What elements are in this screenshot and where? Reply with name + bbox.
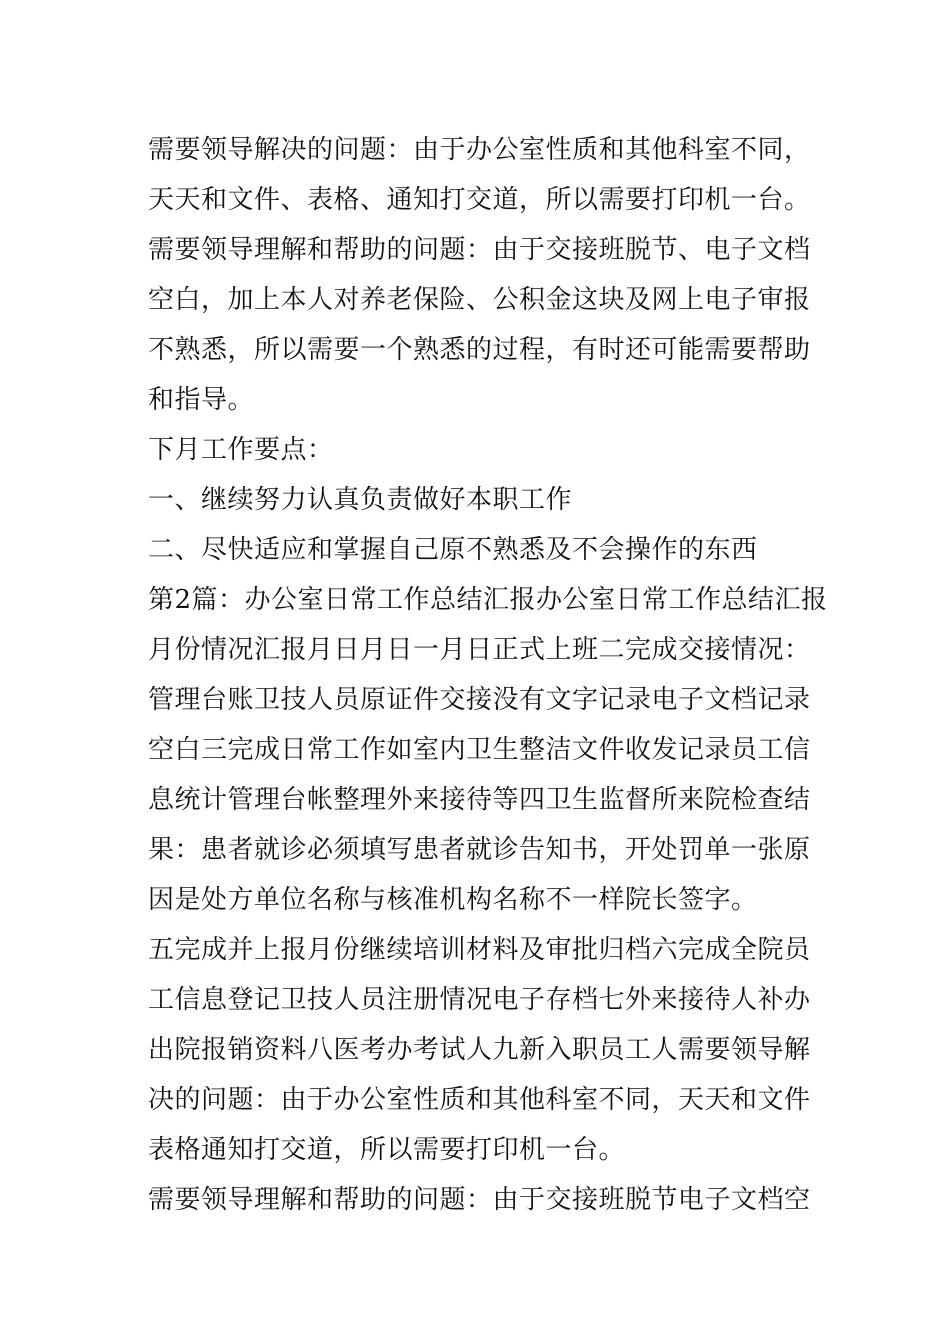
- text-line: 五完成并上报月份继续培训材料及审批归档六完成全院员: [148, 935, 811, 965]
- text-line: 不熟悉，所以需要一个熟悉的过程，有时还可能需要帮助: [148, 335, 811, 365]
- text-line: 空白三完成日常工作如室内卫生整洁文件收发记录员工信: [148, 735, 811, 765]
- text-line: 天天和文件、表格、通知打交道，所以需要打印机一台。: [148, 185, 811, 215]
- text-line: 月份情况汇报月日月日一月日正式上班二完成交接情况：: [148, 635, 811, 665]
- text-line: 因是处方单位名称与核准机构名称不一样院长签字。: [148, 885, 758, 915]
- text-line: 需要领导解决的问题：由于办公室性质和其他科室不同，: [148, 135, 811, 165]
- text-line: 空白，加上本人对养老保险、公积金这块及网上电子审报: [148, 285, 811, 315]
- text-line: 和指导。: [148, 385, 255, 415]
- text-line: 出院报销资料八医考办考试人九新入职员工人需要领导解: [148, 1035, 811, 1065]
- list-item: 二、尽快适应和掌握自己原不熟悉及不会操作的东西: [148, 535, 758, 565]
- text-line: 需要领导理解和帮助的问题：由于交接班脱节、电子文档: [148, 235, 811, 265]
- section-heading: 下月工作要点：: [148, 435, 334, 465]
- text-line: 工信息登记卫技人员注册情况电子存档七外来接待人补办: [148, 985, 811, 1015]
- text-line: 果：患者就诊必须填写患者就诊告知书，开处罚单一张原: [148, 835, 811, 865]
- text-line: 息统计管理台帐整理外来接待等四卫生监督所来院检查结: [148, 785, 811, 815]
- text-line: 表格通知打交道，所以需要打印机一台。: [148, 1135, 626, 1165]
- list-item: 一、继续努力认真负责做好本职工作: [148, 485, 573, 515]
- text-line: 第2篇：办公室日常工作总结汇报办公室日常工作总结汇报: [148, 585, 828, 615]
- text-line: 管理台账卫技人员原证件交接没有文字记录电子文档记录: [148, 685, 811, 715]
- text-line: 决的问题：由于办公室性质和其他科室不同，天天和文件: [148, 1085, 811, 1115]
- text-line: 需要领导理解和帮助的问题：由于交接班脱节电子文档空: [148, 1185, 811, 1215]
